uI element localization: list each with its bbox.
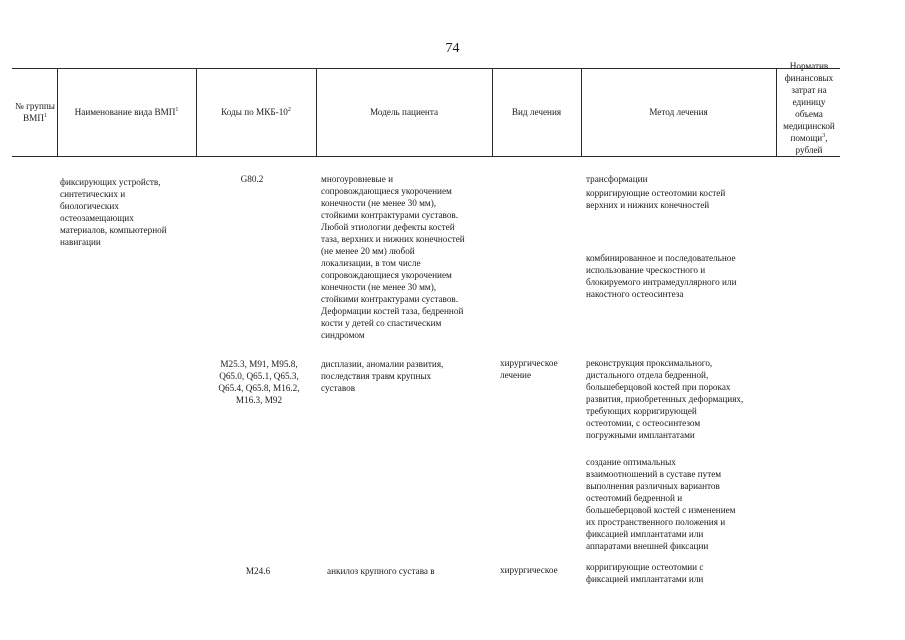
header-vmp-name xyxy=(58,70,195,154)
header-cost-standard-text: Норматив финансовых затрат на единицу объема медицинской помощи xyxy=(783,61,835,143)
header-icd-codes-text: Коды по МКБ-10 xyxy=(221,107,288,117)
icd-code-cell: M25.3, M91, M95.8, Q65.0, Q65.1, Q65.3, Q65.4, Q65.8, M16.2, M16.3, M92 xyxy=(218,359,300,405)
header-cost-standard-unit: , рублей xyxy=(795,133,828,155)
icd-code-cell: G80.2 xyxy=(240,174,264,184)
patient-model-cell: многоуровневые и сопровождающиеся укорочением конечности (не менее 30 мм), стойкими контрактурами суставов. Любой этиологии дефекты костей таза, верхних и нижних конечностей (не менее 20 мм) любой локализации, в том числе сопровождающиеся укорочением конечности (не менее 30 мм), стойкими контрактурами суставов. Деформации костей таза, бедренной кости у детей со спастическим синдромом xyxy=(321,174,465,340)
patient-model-cell: анкилоз крупного сустава в xyxy=(327,566,435,576)
method-cell: корригирующие остеотомии с фиксацией имплантатами или xyxy=(586,562,704,584)
header-group-number xyxy=(14,70,56,154)
method-cell: комбинированное и последовательное использование чрескостного и блокируемого интрамедуллярного или накостного остеосинтеза xyxy=(586,253,737,299)
header-icd-codes xyxy=(197,70,315,154)
treatment-type-cell: хирургическое xyxy=(500,565,558,575)
header-top-rule xyxy=(12,68,840,69)
vmp-name-cell: фиксирующих устройств, синтетических и биологических остеозамещающих материалов, компьютерной навигации xyxy=(60,177,167,247)
footnote-mark: 1 xyxy=(175,106,179,113)
header-treatment-method: Метод лечения xyxy=(649,107,708,117)
header-bottom-rule xyxy=(12,156,840,157)
treatment-type-cell: хирургическое лечение xyxy=(500,358,558,380)
method-cell: корригирующие остеотомии костей верхних и нижних конечностей xyxy=(586,188,726,210)
patient-model-cell: дисплазии, аномалии развития, последствия травм крупных суставов xyxy=(321,359,444,393)
method-cell: реконструкция проксимального, дистального отдела бедренной, большеберцовой костей при пороках развития, приобретенных деформациях, требующих корригирующей остеотомии, с остеосинтезом погружными имплантатами xyxy=(586,358,744,440)
footnote-mark: 2 xyxy=(287,106,291,113)
header-patient-model: Модель пациента xyxy=(369,107,439,117)
footnote-mark: 1 xyxy=(43,112,47,119)
method-cell: создание оптимальных взаимоотношений в суставе путем выполнения различных вариантов остеотомий бедренной и большеберцовой костей с изменением их пространственного положения и фиксацией имплантатами или аппаратами внешней фиксации xyxy=(586,457,736,551)
header-group-number-text: № группы ВМП xyxy=(15,101,55,123)
icd-code-cell: M24.6 xyxy=(245,566,271,576)
page-number: 74 xyxy=(445,41,460,56)
method-cell: трансформации xyxy=(586,174,648,184)
column-divider xyxy=(776,68,777,156)
header-cost-standard xyxy=(778,60,840,156)
header-vmp-name-text: Наименование вида ВМП xyxy=(74,107,176,117)
header-treatment-type: Вид лечения xyxy=(511,107,562,117)
footnote-mark: 3 xyxy=(822,132,826,139)
